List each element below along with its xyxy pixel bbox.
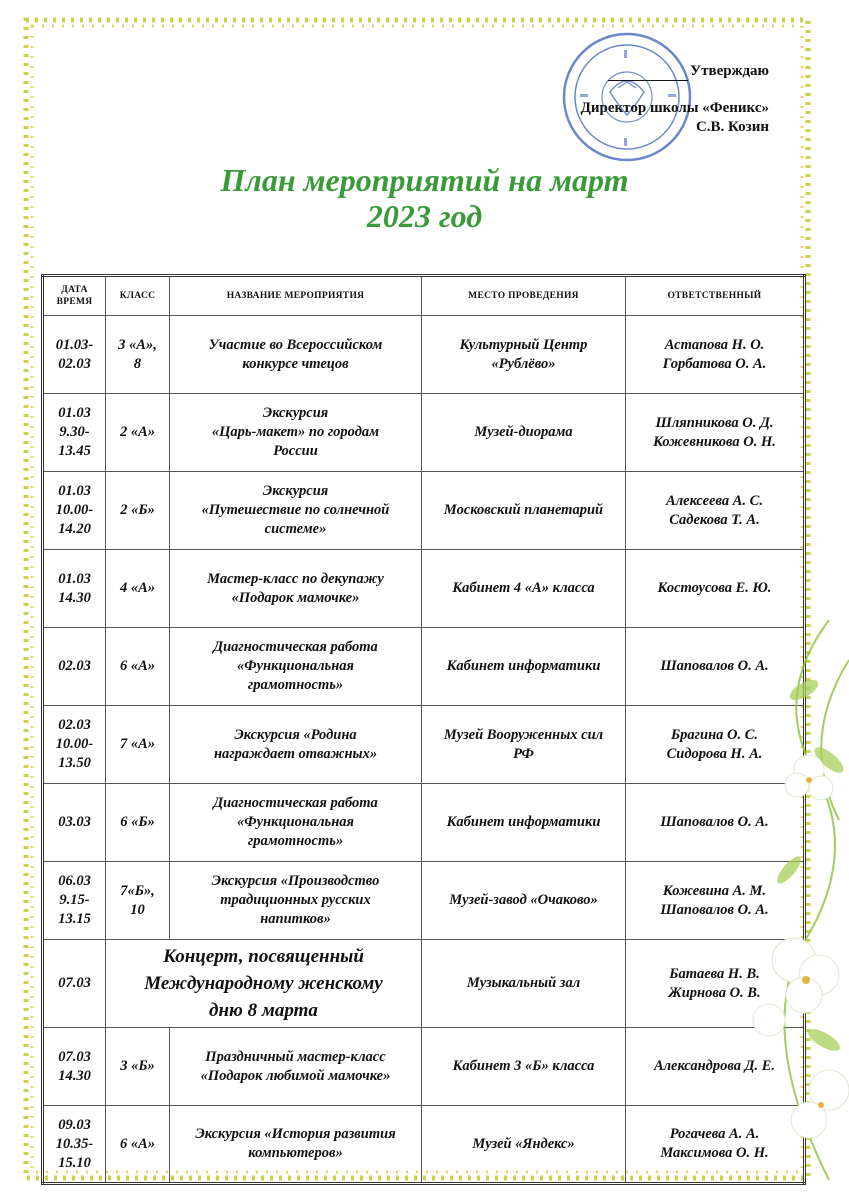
- table-row: [43, 862, 805, 940]
- director-position: Директор школы «Феникс»: [580, 100, 769, 116]
- cell-date: 01.03- 02.03: [43, 316, 106, 394]
- header-responsible: ОТВЕТСТВЕННЫЙ: [626, 276, 805, 316]
- table-row: [43, 706, 805, 784]
- cell-event: Экскурсия «Царь-макет» по городам России: [170, 394, 422, 472]
- table-row: [43, 1106, 805, 1184]
- header-date: ДАТА ВРЕМЯ: [43, 276, 106, 316]
- cell-place: Музей «Яндекс»: [422, 1106, 626, 1184]
- cell-responsible: Шаповалов О. А.: [626, 628, 805, 706]
- cell-date: 09.03 10.35- 15.10: [43, 1106, 106, 1184]
- cell-place: Музей Вооруженных сил РФ: [422, 706, 626, 784]
- cell-responsible: Костоусова Е. Ю.: [626, 550, 805, 628]
- cell-responsible: Александрова Д. Е.: [626, 1028, 805, 1106]
- cell-event: Экскурсия «Родина награждает отважных»: [170, 706, 422, 784]
- cell-class: 2 «А»: [106, 394, 170, 472]
- cell-class: 3 «Б»: [106, 1028, 170, 1106]
- cell-date: 07.03 14.30: [43, 1028, 106, 1106]
- cell-responsible: Батаева Н. В. Жирнова О. В.: [626, 940, 805, 1028]
- cell-responsible: Брагина О. С. Сидорова Н. А.: [626, 706, 805, 784]
- table-header-row: [43, 276, 805, 316]
- cell-event: Диагностическая работа «Функциональная грамотность»: [170, 628, 422, 706]
- cell-responsible: Кожевина А. М. Шаповалов О. А.: [626, 862, 805, 940]
- cell-date: 01.03 14.30: [43, 550, 106, 628]
- cell-place: Музей-диорама: [422, 394, 626, 472]
- cell-place: Кабинет информатики: [422, 784, 626, 862]
- cell-place: Кабинет 4 «А» класса: [422, 550, 626, 628]
- title-line-1: План мероприятий на март: [220, 162, 629, 198]
- cell-event: Экскурсия «История развития компьютеров»: [170, 1106, 422, 1184]
- cell-event: Экскурсия «Путешествие по солнечной системе»: [170, 472, 422, 550]
- cell-date: 06.03 9.15- 13.15: [43, 862, 106, 940]
- table-row: [43, 940, 805, 1028]
- approve-word: Утверждаю: [690, 63, 769, 79]
- cell-class: 7«Б», 10: [106, 862, 170, 940]
- cell-date: 07.03: [43, 940, 106, 1028]
- cell-date: 02.03: [43, 628, 106, 706]
- table-row: [43, 550, 805, 628]
- page-title: [0, 162, 849, 234]
- signature-line: [608, 66, 688, 81]
- table-row: [43, 472, 805, 550]
- cell-class: 2 «Б»: [106, 472, 170, 550]
- table-row: [43, 784, 805, 862]
- cell-date: 02.03 10.00- 13.50: [43, 706, 106, 784]
- header-event: НАЗВАНИЕ МЕРОПРИЯТИЯ: [170, 276, 422, 316]
- cell-place: Музей-завод «Очаково»: [422, 862, 626, 940]
- cell-class: 6 «Б»: [106, 784, 170, 862]
- cell-responsible: Рогачева А. А. Максимова О. Н.: [626, 1106, 805, 1184]
- cell-responsible: Астапова Н. О. Горбатова О. А.: [626, 316, 805, 394]
- events-table: [41, 274, 806, 1185]
- header-class: КЛАСС: [106, 276, 170, 316]
- table-row: [43, 1028, 805, 1106]
- table-row: [43, 628, 805, 706]
- cell-class: 4 «А»: [106, 550, 170, 628]
- cell-place: Московский планетарий: [422, 472, 626, 550]
- cell-date: 01.03 9.30- 13.45: [43, 394, 106, 472]
- table-row: [43, 394, 805, 472]
- cell-place: Кабинет 3 «Б» класса: [422, 1028, 626, 1106]
- cell-class: 6 «А»: [106, 628, 170, 706]
- cell-class: 7 «А»: [106, 706, 170, 784]
- table-row: [43, 316, 805, 394]
- title-line-2: 2023 год: [366, 198, 483, 234]
- cell-event: Диагностическая работа «Функциональная грамотность»: [170, 784, 422, 862]
- cell-place: Культурный Центр «Рублёво»: [422, 316, 626, 394]
- cell-class: 3 «А», 8: [106, 316, 170, 394]
- cell-event: Участие во Всероссийском конкурсе чтецов: [170, 316, 422, 394]
- cell-event: Праздничный мастер-класс «Подарок любимой мамочке»: [170, 1028, 422, 1106]
- header-place: МЕСТО ПРОВЕДЕНИЯ: [422, 276, 626, 316]
- cell-date: 03.03: [43, 784, 106, 862]
- cell-responsible: Алексеева А. С. Садекова Т. А.: [626, 472, 805, 550]
- cell-place: Музыкальный зал: [422, 940, 626, 1028]
- cell-event: Мастер-класс по декупажу «Подарок мамочке»: [170, 550, 422, 628]
- cell-responsible: Шляпникова О. Д. Кожевникова О. Н.: [626, 394, 805, 472]
- cell-event: Экскурсия «Производство традиционных русских напитков»: [170, 862, 422, 940]
- cell-place: Кабинет информатики: [422, 628, 626, 706]
- cell-responsible: Шаповалов О. А.: [626, 784, 805, 862]
- approval-block: [581, 62, 769, 137]
- cell-event: Концерт, посвященный Международному женскому дню 8 марта: [106, 940, 422, 1028]
- cell-class: 6 «А»: [106, 1106, 170, 1184]
- director-name: С.В. Козин: [695, 119, 769, 135]
- cell-date: 01.03 10.00- 14.20: [43, 472, 106, 550]
